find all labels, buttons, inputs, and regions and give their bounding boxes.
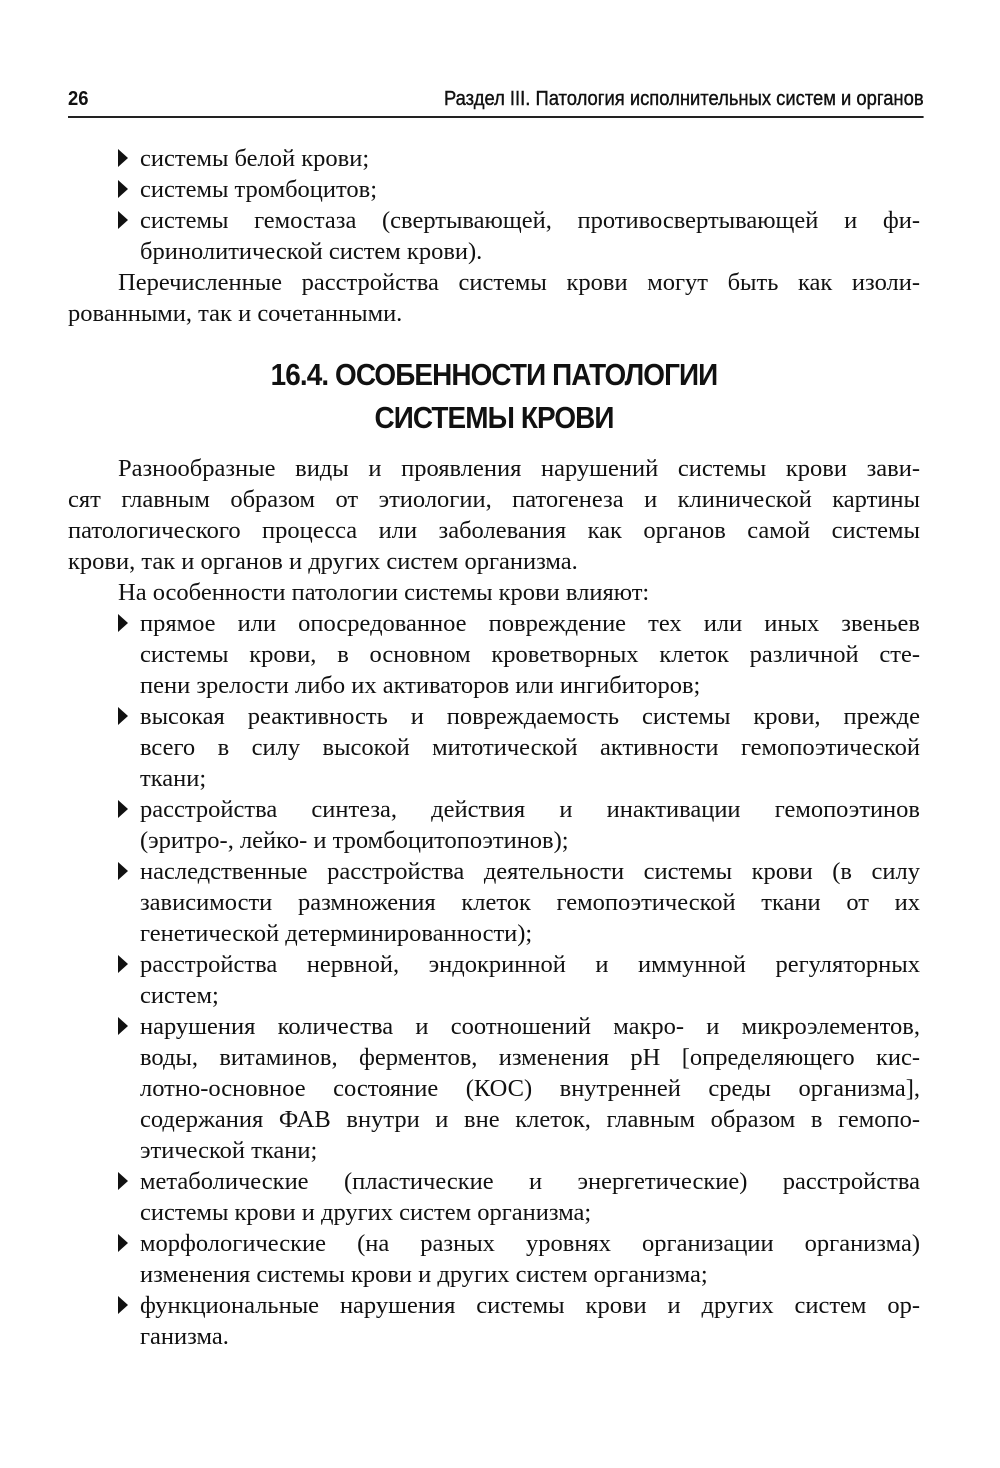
list-item [68,1011,920,1166]
text-line: (эритро-, лейко- и тромбоцитопоэтинов); [140,827,569,854]
triangle-bullet-icon [118,1234,128,1252]
text-line: генетической детерминированности); [140,920,533,947]
text-line: патологического процесса или заболевания как органов самой системы [68,517,920,544]
text-line: системы тромбоцитов; [140,176,378,203]
list-item [68,856,920,949]
list-item [68,949,920,1011]
triangle-bullet-icon [118,1017,128,1035]
triangle-bullet-icon [118,1296,128,1314]
text-line: зависимости размножения клеток гемопоэтической ткани от их [140,889,920,916]
top-bullet-list [68,143,920,267]
triangle-bullet-icon [118,862,128,880]
text-line: высокая реактивность и повреждаемость системы крови, прежде [140,703,920,730]
bullet-list [68,608,920,1352]
text-line: функциональные нарушения системы крови и других систем ор- [140,1292,920,1319]
section-title: Раздел III. Патология исполнительных систем и органов [443,88,924,110]
text-line: ткани; [140,765,207,792]
text-line: расстройства синтеза, действия и инактивации гемопоэтинов [140,796,920,823]
text-line: системы гемостаза (свертывающей, противосвертывающей и фи- [140,207,920,234]
heading-line: СИСТЕМЫ КРОВИ [374,400,614,435]
text-line: крови, так и органов и других систем организма. [68,548,578,575]
text-line: систем; [140,982,219,1009]
text-line: нарушения количества и соотношений макро- и микроэлементов, [140,1013,920,1040]
text-line: системы крови и других систем организма; [140,1199,592,1226]
text-line: Разнообразные виды и проявления нарушений системы крови зави- [118,455,920,482]
triangle-bullet-icon [118,149,128,167]
text-line: лотно-основное состояние (КОС) внутренней среды организма], [140,1075,920,1102]
triangle-bullet-icon [118,180,128,198]
triangle-bullet-icon [118,800,128,818]
text-line: изменения системы крови и других систем организма; [140,1261,708,1288]
list-item [68,1290,920,1352]
text-line: Перечисленные расстройства системы крови могут быть как изоли- [118,269,920,296]
heading-line: 16.4. ОСОБЕННОСТИ ПАТОЛОГИИ [270,357,718,392]
list-item [68,174,920,205]
text-line: расстройства нервной, эндокринной и иммунной регуляторных [140,951,920,978]
list-item [68,608,920,701]
text-line: этической ткани; [140,1137,318,1164]
running-header [68,84,924,118]
list-item [68,143,920,174]
text-line: метаболические (пластические и энергетические) расстройства [140,1168,920,1195]
text-line: рованными, так и сочетанными. [68,300,403,327]
list-item [68,1228,920,1290]
section-heading [111,353,878,439]
list-item [68,701,920,794]
text-line: воды, витаминов, ферментов, изменения pH [определяющего кис- [140,1044,920,1071]
triangle-bullet-icon [118,1172,128,1190]
paragraph [68,267,920,329]
text-line: сят главным образом от этиологии, патогенеза и клинической картины [68,486,920,513]
text-line: системы крови, в основном кроветворных клеток различной сте- [140,641,920,668]
triangle-bullet-icon [118,955,128,973]
text-line: наследственные расстройства деятельности системы крови (в силу [140,858,920,885]
page-body [68,143,920,1352]
text-line: системы белой крови; [140,145,370,172]
page-number: 26 [68,88,89,110]
text-line: содержания ФАВ внутри и вне клеток, главным образом в гемопо- [140,1106,920,1133]
triangle-bullet-icon [118,211,128,229]
text-line: морфологические (на разных уровнях организации организма) [140,1230,920,1257]
paragraph [68,453,920,577]
paragraph [68,577,920,608]
text-line: пени зрелости либо их активаторов или ингибиторов; [140,672,701,699]
text-line: ганизма. [140,1323,229,1350]
list-item [68,1166,920,1228]
text-line: На особенности патологии системы крови влияют: [118,579,650,606]
text-line: прямое или опосредованное повреждение тех или иных звеньев [140,610,920,637]
triangle-bullet-icon [118,614,128,632]
list-item [68,205,920,267]
text-line: бринолитической систем крови). [140,238,483,265]
triangle-bullet-icon [118,707,128,725]
list-item [68,794,920,856]
text-line: всего в силу высокой митотической активности гемопоэтической [140,734,920,761]
